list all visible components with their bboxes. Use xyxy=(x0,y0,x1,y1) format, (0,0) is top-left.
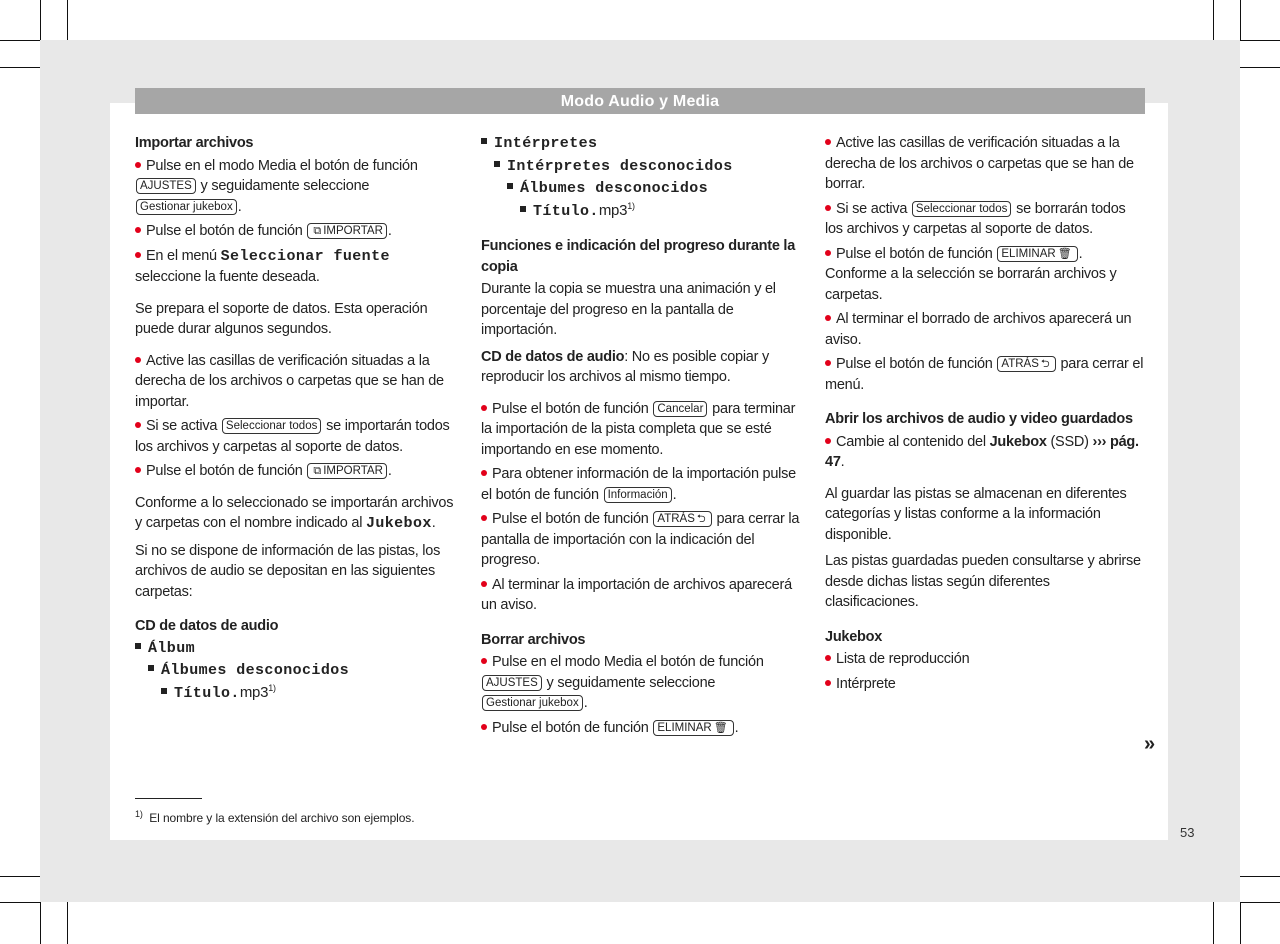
paragraph xyxy=(135,299,457,340)
crop-mark xyxy=(0,876,40,877)
button-text: Gestionar jukebox xyxy=(486,697,579,709)
button-text: Seleccionar todos xyxy=(225,420,318,432)
bullet-icon xyxy=(135,252,141,258)
import-icon: ⧉ xyxy=(313,465,322,477)
bullet-item xyxy=(135,461,457,482)
text: . xyxy=(672,486,677,503)
footnote-text: El nombre y la extensión del archivo son ejemplos. xyxy=(149,811,415,825)
square-bullet-icon xyxy=(161,688,167,694)
column-middle xyxy=(481,133,803,738)
text: Pulse el botón de función xyxy=(146,463,307,479)
text: Se prepara el soporte de datos. Esta operación puede durar algunos segundos. xyxy=(135,300,428,337)
crop-mark xyxy=(1240,67,1280,68)
crop-mark xyxy=(0,67,40,68)
section-heading xyxy=(481,630,803,651)
text: Pulse en el modo Media el botón de función xyxy=(492,654,764,670)
button-text: Gestionar jukebox xyxy=(140,200,233,213)
menu-term: Jukebox xyxy=(365,515,432,532)
text: . xyxy=(734,719,739,736)
page-reference-link[interactable]: ››› pág. 47 xyxy=(825,433,1139,470)
text: Intérprete xyxy=(836,675,896,692)
text: se borrarán todos los archivos y carpetas al soporte de datos. xyxy=(825,200,1126,237)
bullet-item xyxy=(135,351,457,413)
function-button-label xyxy=(604,487,672,503)
bullet-item xyxy=(825,674,1147,695)
bullet-icon xyxy=(825,205,831,211)
text: Importar archivos xyxy=(135,135,254,151)
bullet-item xyxy=(135,221,457,242)
bullet-item xyxy=(825,199,1147,240)
square-bullet-icon xyxy=(507,183,513,189)
footnote xyxy=(135,811,414,825)
text: CD de datos de audio xyxy=(135,618,279,634)
section-heading xyxy=(481,236,803,277)
square-bullet-icon xyxy=(481,138,487,144)
crop-mark xyxy=(0,902,40,903)
text: Cambie al contenido del xyxy=(836,433,990,450)
button-text: ATRÁS xyxy=(657,513,695,525)
text: Las pistas guardadas pueden consultarse y abrirse desde dichas listas según diferentes clasificaciones. xyxy=(825,553,1141,610)
section-heading xyxy=(135,616,457,637)
text: para terminar la importación de la pista completa que se esté importando en ese momento. xyxy=(481,400,796,458)
text: mp3 xyxy=(239,683,269,701)
menu-term: Intérpretes desconocidos xyxy=(507,157,733,175)
crop-mark xyxy=(1240,40,1280,41)
function-button-label xyxy=(136,199,237,215)
bullet-icon xyxy=(135,162,141,168)
function-button-label xyxy=(997,246,1077,262)
folder-tree-item xyxy=(135,660,457,682)
menu-term: Título. xyxy=(174,684,240,702)
text: seleccione la fuente deseada. xyxy=(135,269,320,285)
text: Si se activa xyxy=(146,418,221,434)
text: Al guardar las pistas se almacenan en diferentes categorías y listas conforme a la información disponible. xyxy=(825,485,1127,543)
menu-term: Álbumes desconocidos xyxy=(161,662,350,679)
column-right xyxy=(825,133,1147,694)
crop-mark xyxy=(1213,902,1214,944)
section-heading xyxy=(825,627,1147,648)
section-header: Modo Audio y Media xyxy=(135,88,1145,114)
text: para cerrar la pantalla de importación con la indicación del progreso. xyxy=(481,511,800,568)
bullet-icon xyxy=(135,227,141,233)
bullet-icon xyxy=(481,724,487,730)
bullet-item xyxy=(481,575,803,616)
crop-mark xyxy=(0,40,40,41)
section-heading xyxy=(135,133,457,154)
bullet-item xyxy=(825,354,1147,395)
text: Pulse en el modo Media el botón de función xyxy=(146,157,418,174)
folder-tree-item xyxy=(481,156,803,178)
bullet-icon xyxy=(825,438,831,444)
text: En el menú xyxy=(146,247,221,264)
function-button-label xyxy=(307,223,387,239)
button-text: AJUSTES xyxy=(140,180,192,192)
text: Lista de reproducción xyxy=(836,651,970,667)
button-text: IMPORTAR xyxy=(323,465,383,477)
paragraph xyxy=(481,347,803,388)
bullet-icon xyxy=(825,250,831,256)
text: . xyxy=(237,198,242,215)
function-button-label xyxy=(912,201,1011,217)
bullet-item xyxy=(481,652,803,714)
text: Pulse el botón de función xyxy=(836,245,997,262)
square-bullet-icon xyxy=(135,643,141,649)
folder-tree-item xyxy=(481,201,803,223)
text: . xyxy=(387,223,392,239)
text: Al terminar el borrado de archivos aparecerá un aviso. xyxy=(825,311,1132,348)
footnote-ref: 1) xyxy=(627,200,635,211)
menu-term: Álbum xyxy=(148,639,196,657)
bullet-icon xyxy=(481,658,487,664)
folder-tree-item xyxy=(481,178,803,200)
button-text: ELIMINAR xyxy=(657,721,712,734)
text: Si no se dispone de información de las pistas, los archivos de audio se depositan en las siguientes carpetas: xyxy=(135,542,441,600)
bold-text: Jukebox xyxy=(989,433,1047,450)
crop-mark xyxy=(1240,902,1241,944)
text: Conforme a lo seleccionado se importarán archivos y carpetas con el nombre indicado al xyxy=(135,494,454,531)
text: . xyxy=(431,515,436,531)
text: Jukebox xyxy=(825,628,883,645)
bullet-item xyxy=(825,649,1147,670)
function-button-label xyxy=(653,720,733,736)
button-text: Seleccionar todos xyxy=(915,202,1008,215)
bullet-icon xyxy=(481,515,487,521)
button-text: AJUSTES xyxy=(486,676,538,689)
function-button-label xyxy=(482,695,583,711)
function-button-label xyxy=(997,356,1055,372)
text: Funciones e indicación del progreso durante la copia xyxy=(481,238,796,275)
text: Pulse el botón de función xyxy=(836,356,997,372)
crop-mark xyxy=(67,902,68,944)
bullet-item xyxy=(481,509,803,571)
text: y seguidamente seleccione xyxy=(196,178,370,194)
button-text: IMPORTAR xyxy=(323,225,383,237)
crop-mark xyxy=(1240,0,1241,40)
bullet-icon xyxy=(135,467,141,473)
bullet-item xyxy=(825,244,1147,306)
footnote-mark: 1) xyxy=(135,809,143,819)
paragraph xyxy=(825,484,1147,546)
text: Durante la copia se muestra una animación y el porcentaje del progreso en la pantalla de importación. xyxy=(481,281,776,338)
function-button-label xyxy=(653,401,707,417)
menu-term: Álbumes desconocidos xyxy=(520,180,709,197)
text: Pulse el botón de función xyxy=(492,511,653,527)
text: Pulse el botón de función xyxy=(492,400,653,417)
import-icon: ⧉ xyxy=(313,225,322,237)
text: . Conforme a la selección se borrarán archivos y carpetas. xyxy=(825,245,1117,303)
folder-tree-item xyxy=(481,133,803,155)
bullet-icon xyxy=(825,360,831,366)
text: Borrar archivos xyxy=(481,631,586,648)
bullet-item xyxy=(481,718,803,739)
bullet-item xyxy=(135,246,457,288)
bullet-icon xyxy=(825,655,831,661)
paragraph xyxy=(135,493,457,535)
button-text: Información xyxy=(607,488,668,501)
button-text: ATRÁS xyxy=(1001,358,1039,370)
bold-text: CD de datos de audio xyxy=(481,348,625,365)
paragraph xyxy=(481,279,803,341)
bullet-icon xyxy=(135,357,141,363)
text: Para obtener información de la importación pulse el botón de función xyxy=(481,466,796,503)
menu-term: Seleccionar fuente xyxy=(220,247,390,265)
crop-mark xyxy=(1213,0,1214,40)
text: para cerrar el menú. xyxy=(825,356,1144,393)
bullet-item xyxy=(825,133,1147,195)
bullet-icon xyxy=(825,680,831,686)
paragraph xyxy=(825,551,1147,613)
menu-term: Título. xyxy=(533,202,599,220)
crop-mark xyxy=(1240,876,1280,877)
square-bullet-icon xyxy=(494,161,500,167)
bullet-item xyxy=(135,156,457,218)
text: Si se activa xyxy=(836,200,911,217)
function-button-label xyxy=(307,463,387,479)
footnote-divider xyxy=(135,798,202,799)
bullet-icon xyxy=(825,315,831,321)
section-heading xyxy=(825,409,1147,430)
bullet-item xyxy=(825,309,1147,350)
button-text: ELIMINAR xyxy=(1001,247,1056,260)
page-number: 53 xyxy=(1180,825,1195,840)
function-button-label xyxy=(653,511,711,527)
function-button-label xyxy=(482,675,542,691)
footnote-ref: 1) xyxy=(268,682,276,693)
crop-mark xyxy=(67,0,68,40)
text: Active las casillas de verificación situadas a la derecha de los archivos o carpetas que se han de importar. xyxy=(135,352,444,410)
folder-tree-item xyxy=(135,683,457,705)
bullet-item xyxy=(481,399,803,461)
function-button-label xyxy=(136,178,196,194)
bullet-item xyxy=(825,432,1147,473)
column-left xyxy=(135,133,457,704)
text: mp3 xyxy=(598,201,628,219)
text: Al terminar la importación de archivos aparecerá un aviso. xyxy=(481,576,792,613)
text: Pulse el botón de función xyxy=(492,719,653,736)
bullet-item xyxy=(481,464,803,505)
text: . xyxy=(840,454,845,470)
square-bullet-icon xyxy=(520,206,526,212)
bullet-icon xyxy=(825,139,831,145)
bullet-icon xyxy=(481,405,487,411)
trash-icon: 🗑 xyxy=(1057,247,1072,260)
text: . xyxy=(583,695,588,711)
text: Abrir los archivos de audio y video guardados xyxy=(825,411,1133,427)
button-text: Cancelar xyxy=(657,402,704,415)
bullet-item xyxy=(135,416,457,457)
continued-marker: » xyxy=(1144,733,1156,755)
text: . xyxy=(387,463,392,479)
text: Pulse el botón de función xyxy=(146,223,307,239)
function-button-label xyxy=(222,418,321,434)
text: (SSD) xyxy=(1046,433,1093,450)
crop-mark xyxy=(1240,902,1280,903)
back-arrow-icon: ⮌ xyxy=(1040,358,1050,370)
bullet-icon xyxy=(135,422,141,428)
folder-tree-item xyxy=(135,638,457,660)
menu-term: Intérpretes xyxy=(494,135,598,152)
back-arrow-icon: ⮌ xyxy=(696,513,706,525)
paragraph xyxy=(135,541,457,603)
square-bullet-icon xyxy=(148,665,154,671)
text: se importarán todos los archivos y carpetas al soporte de datos. xyxy=(135,418,450,455)
text: : No es posible copiar y reproducir los archivos al mismo tiempo. xyxy=(481,348,769,385)
bullet-icon xyxy=(481,470,487,476)
text: y seguidamente seleccione xyxy=(542,674,716,691)
crop-mark xyxy=(40,902,41,944)
crop-mark xyxy=(40,0,41,40)
trash-icon: 🗑 xyxy=(713,721,728,734)
bullet-icon xyxy=(481,581,487,587)
text: Active las casillas de verificación situadas a la derecha de los archivos o carpetas que se han de borrar. xyxy=(825,135,1134,192)
